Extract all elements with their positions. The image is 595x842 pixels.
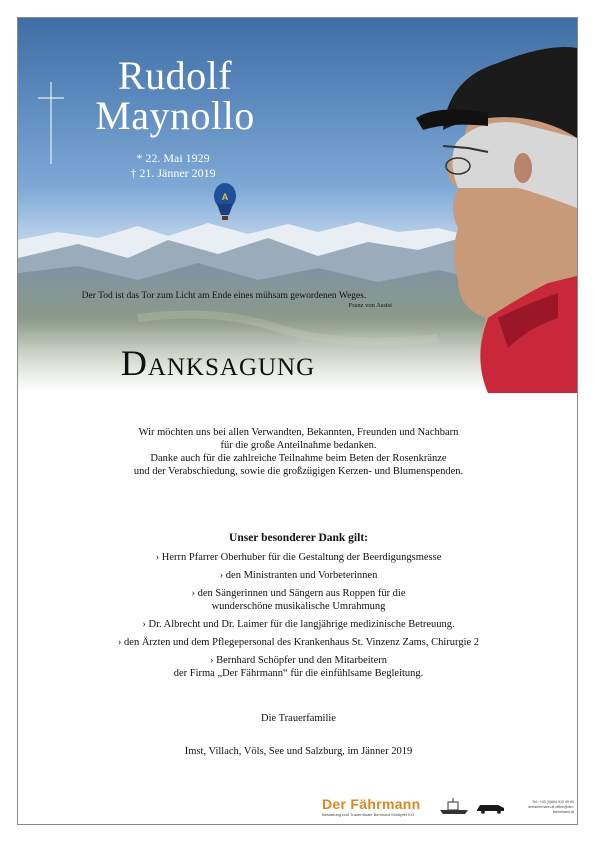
brand-subtitle: Bestattung und Trauerrituale Bernhard Schöpfer KG — [322, 812, 415, 817]
intro-line: und der Verabschiedung, sowie die großzügigen Kerzen- und Blumenspenden. — [133, 466, 464, 477]
list-item-line: › Herrn Pfarrer Oberhuber für die Gestaltung der Beerdigungsmesse — [155, 552, 442, 563]
brand-logo: Der Fährmann — [322, 796, 421, 812]
list-item-line: › den Sängerinnen und Sängern aus Roppen für die — [191, 588, 406, 599]
intro-paragraph — [18, 426, 578, 478]
last-name: Maynollo — [95, 93, 255, 138]
list-item — [18, 569, 578, 582]
contact-line: Tel.: +43 (0)664 915 99 60 — [531, 800, 574, 804]
svg-text:A: A — [221, 192, 229, 202]
hearse-icon — [476, 802, 506, 814]
life-dates — [118, 151, 228, 181]
list-item — [18, 654, 578, 680]
first-name: Rudolf — [117, 53, 233, 98]
list-item-line: › Dr. Albrecht und Dr. Laimer für die langjährige medizinische Betreuung. — [142, 619, 455, 630]
list-item — [18, 551, 578, 564]
deceased-name — [80, 53, 270, 138]
list-item-line: der Firma „Der Fährmann“ für die einfühlsame Begleitung. — [173, 668, 424, 679]
thanks-list — [18, 551, 578, 685]
quote-author: Franz von Assisi — [348, 302, 392, 309]
ferry-boat-icon — [438, 798, 470, 816]
thanks-heading: Unser besonderer Dank gilt: — [229, 532, 368, 544]
obituary-card — [17, 17, 578, 825]
list-item-line: wunderschöne musikalische Umrahmung — [211, 601, 386, 612]
list-item-line: › Bernhard Schöpfer und den Mitarbeitern — [210, 655, 387, 666]
list-item — [18, 636, 578, 649]
page-title: Danksagung — [120, 343, 316, 383]
hero-image — [18, 18, 577, 393]
contact-line: derfaehrmann.at office@der-faehrmann.at — [528, 805, 574, 814]
contact-info — [508, 800, 574, 815]
list-item — [18, 587, 578, 613]
signature-family: Die Trauerfamilie — [261, 713, 336, 724]
list-item-line: › den Ministranten und Vorbeterinnen — [219, 570, 378, 581]
list-item — [18, 618, 578, 631]
intro-line: Wir möchten uns bei allen Verwandten, Bekannten, Freunden und Nachbarn — [138, 427, 459, 438]
list-item-line: › den Ärzten und dem Pflegepersonal des Krankenhaus St. Vinzenz Zams, Chirurgie 2 — [117, 637, 480, 648]
place-date: Imst, Villach, Völs, See und Salzburg, im Jänner 2019 — [184, 746, 413, 757]
birth-date: * 22. Mai 1929 — [136, 151, 210, 165]
intro-line: für die große Anteilnahme bedanken. — [220, 440, 377, 451]
intro-line: Danke auch für die zahlreiche Teilnahme beim Beten der Rosenkränze — [150, 453, 447, 464]
quote-text: Der Tod ist das Tor zum Licht am Ende eines mühsam gewordenen Weges. — [81, 291, 367, 301]
funeral-home-footer — [318, 796, 576, 822]
death-date: † 21. Jänner 2019 — [130, 166, 216, 180]
